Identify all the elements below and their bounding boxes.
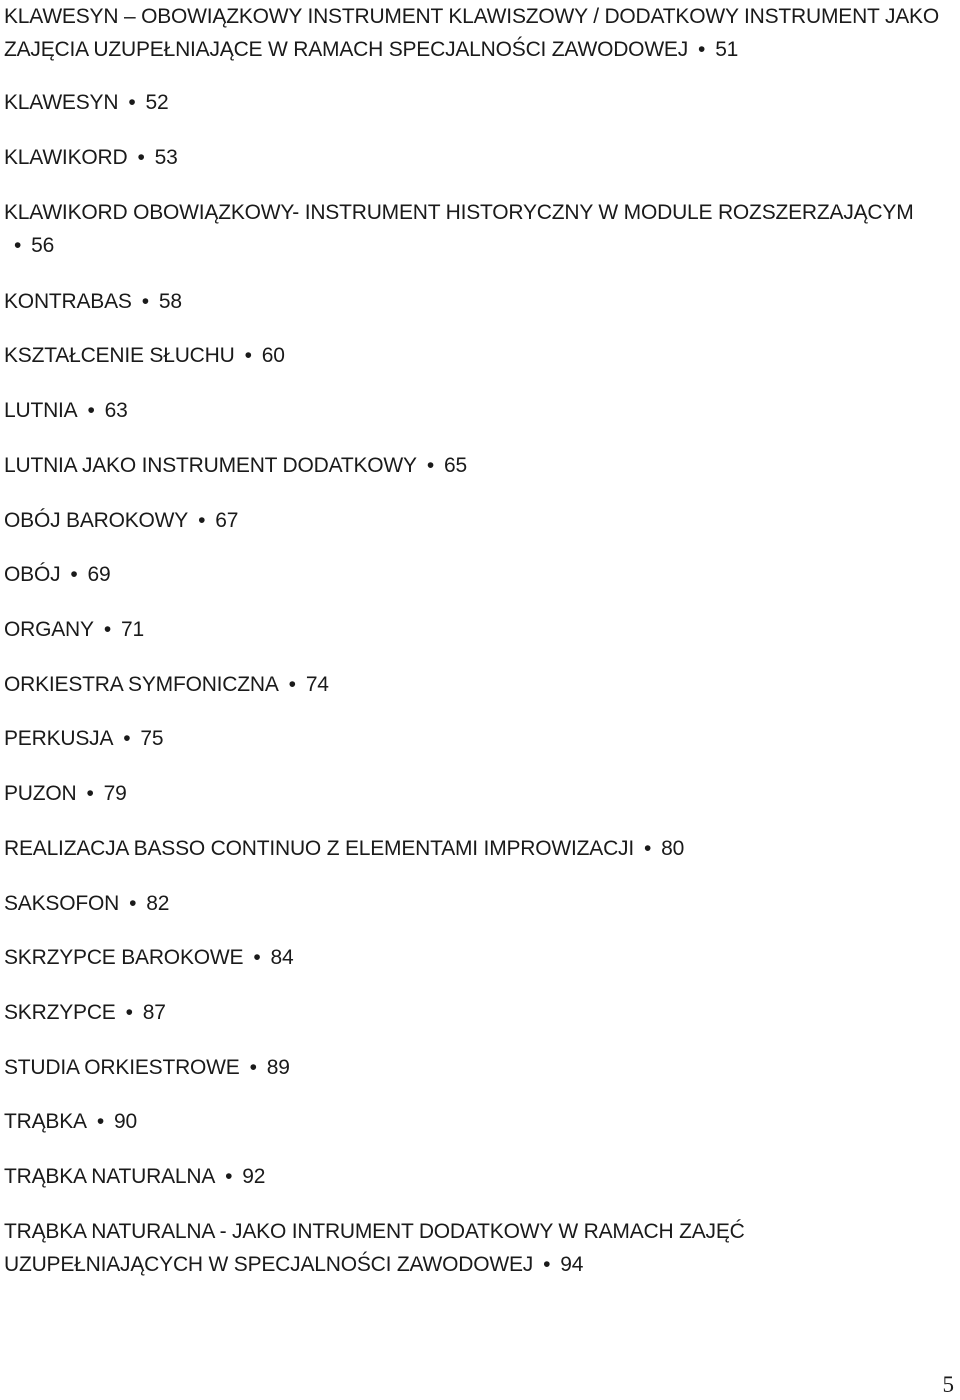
toc-entry-title: SAKSOFON (4, 892, 120, 915)
bullet-icon: • (543, 1253, 551, 1276)
toc-entry (4, 887, 939, 920)
bullet-icon: • (137, 146, 145, 169)
toc-entry (4, 832, 939, 865)
bullet-icon: • (225, 1165, 233, 1188)
toc-entry (4, 1215, 939, 1281)
toc-entry (4, 1105, 939, 1138)
toc-entry (4, 668, 939, 701)
toc-entry-page: 51 (715, 38, 739, 61)
toc-entry (4, 1051, 939, 1084)
toc-entry-page: 58 (158, 290, 182, 313)
page-number: 5 (942, 1372, 954, 1397)
bullet-icon: • (125, 1001, 133, 1024)
toc-entry (4, 558, 939, 591)
bullet-icon: • (96, 1110, 104, 1133)
toc-entry (4, 722, 939, 755)
bullet-icon: • (103, 618, 111, 641)
toc-entry-title: REALIZACJA BASSO CONTINUO Z ELEMENTAMI IMPROWIZACJI (4, 837, 634, 860)
toc-entry (4, 196, 939, 262)
toc-entry-page: 56 (31, 234, 55, 257)
toc-entry-title: PERKUSJA (4, 727, 114, 750)
toc-entry (4, 394, 939, 427)
toc-entry-title: ORGANY (4, 618, 94, 641)
bullet-icon: • (141, 290, 149, 313)
toc-entry-title: KSZTAŁCENIE SŁUCHU (4, 344, 235, 367)
bullet-icon: • (123, 727, 131, 750)
bullet-icon: • (426, 454, 435, 477)
toc-entry-title: KLAWIKORD OBOWIĄZKOWY- INSTRUMENT HISTORYCZNY W MODULE ROZSZERZAJĄCYM (4, 201, 914, 224)
toc-entry-page: 63 (104, 399, 128, 422)
toc-entry (4, 285, 939, 318)
toc-entry (4, 449, 939, 482)
toc-entry-page: 74 (305, 673, 329, 696)
bullet-icon: • (128, 91, 136, 114)
toc-entry-title: LUTNIA (4, 399, 78, 422)
toc-entry-title: ORKIESTRA SYMFONICZNA (4, 673, 279, 696)
toc-entry-page: 80 (661, 837, 685, 860)
toc-entry-page: 60 (261, 344, 285, 367)
toc-entry (4, 613, 939, 646)
toc-entry (4, 1160, 939, 1193)
toc-entry-page: 75 (140, 727, 164, 750)
toc-entry (4, 339, 939, 372)
toc-entry-page: 52 (145, 91, 169, 114)
toc-entry-page: 90 (113, 1110, 137, 1133)
bullet-icon: • (244, 344, 252, 367)
bullet-icon: • (129, 892, 137, 915)
bullet-icon: • (288, 673, 296, 696)
toc-entry-page: 65 (444, 454, 467, 477)
toc-entry-page: 87 (142, 1001, 166, 1024)
toc-entry (4, 504, 939, 537)
toc-entry-page: 69 (87, 563, 111, 586)
bullet-icon: • (643, 837, 652, 860)
toc-entry (4, 0, 939, 66)
bullet-icon: • (70, 563, 78, 586)
bullet-icon: • (249, 1056, 257, 1079)
toc-entry-page: 92 (242, 1165, 266, 1188)
toc-entry-title: KLAWESYN – OBOWIĄZKOWY INSTRUMENT KLAWISZOWY / DODATKOWY INSTRUMENT JAKO ZAJĘCIA UZUPEŁNIAJĄCE W RAMACH SPECJALNOŚCI ZAWODOWEJ (4, 5, 939, 61)
toc-entry-page: 71 (120, 618, 144, 641)
toc-entry-title: TRĄBKA NATURALNA - JAKO INTRUMENT DODATKOWY W RAMACH ZAJĘĆ UZUPEŁNIAJĄCYCH W SPECJALNOŚCI ZAWODOWEJ (4, 1220, 745, 1276)
bullet-icon: • (14, 234, 22, 257)
toc-entry-page: 82 (146, 892, 170, 915)
toc-entry (4, 141, 939, 174)
toc-entry (4, 86, 939, 119)
bullet-icon: • (198, 509, 206, 532)
toc-entry (4, 996, 939, 1029)
bullet-icon: • (698, 38, 706, 61)
toc-entry-title: OBÓJ (4, 563, 61, 586)
bullet-icon: • (86, 782, 94, 805)
toc-entry (4, 777, 939, 810)
toc-entry-title: LUTNIA JAKO INSTRUMENT DODATKOWY (4, 454, 417, 477)
toc-entry-title: KLAWESYN (4, 91, 119, 114)
toc-entry-title: OBÓJ BAROKOWY (4, 509, 189, 532)
toc-entry-title: SKRZYPCE BAROKOWE (4, 946, 244, 969)
toc-entry-page: 89 (266, 1056, 290, 1079)
toc-entry-page: 94 (560, 1253, 584, 1276)
toc-entry-page: 53 (154, 146, 178, 169)
toc-entry-page: 79 (103, 782, 127, 805)
bullet-icon: • (253, 946, 261, 969)
toc-entry-title: STUDIA ORKIESTROWE (4, 1056, 240, 1079)
toc-entry-page: 84 (270, 946, 294, 969)
toc-entry-title: TRĄBKA NATURALNA (4, 1165, 216, 1188)
toc-entry-title: SKRZYPCE (4, 1001, 116, 1024)
toc-entry-title: TRĄBKA (4, 1110, 87, 1133)
toc-entry-title: KONTRABAS (4, 290, 132, 313)
toc-entry-page: 67 (215, 509, 239, 532)
toc-entry (4, 941, 939, 974)
toc-entry-title: KLAWIKORD (4, 146, 128, 169)
toc-entry-title: PUZON (4, 782, 77, 805)
bullet-icon: • (87, 399, 95, 422)
